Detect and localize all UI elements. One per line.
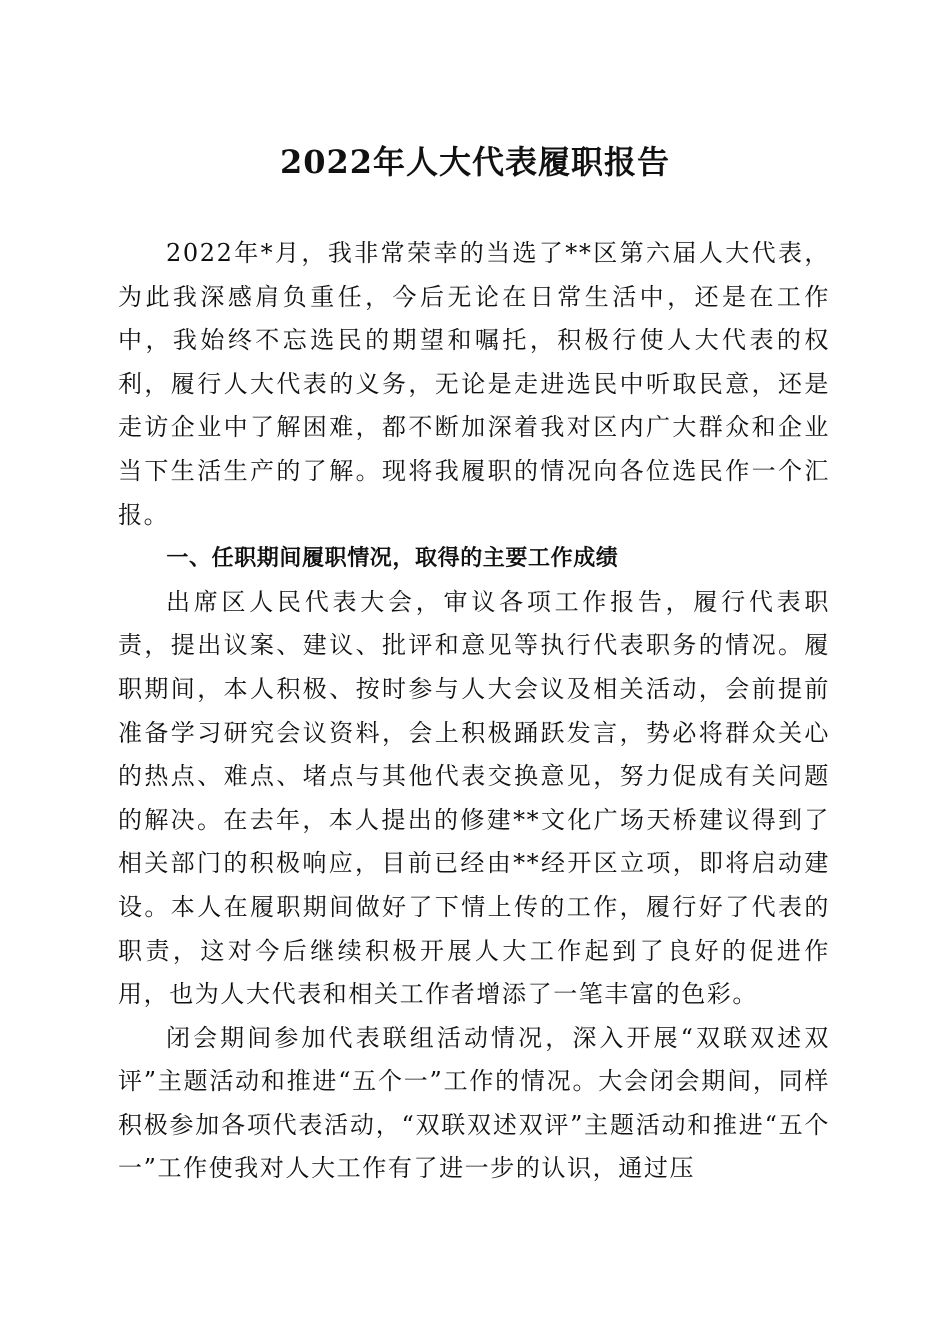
body-paragraph: 出席区人民代表大会，审议各项工作报告，履行代表职责，提出议案、建议、批评和意见等执行代表职务的情况。履职期间，本人积极、按时参与人大会议及相关活动，会前提前准备学习研究会议资料，会上积极踊跃发言，势必将群众关心的热点、难点、堵点与其他代表交换意见，努力促成有关问题的解决。在去年，本人提出的修建**文化广场天桥建议得到了相关部门的积极响应，目前已经由**经开区立项，即将启动建设。本人在履职期间做好了下情上传的工作，履行好了代表的职责，这对今后继续积极开展人大工作起到了良好的促进作用，也为人大代表和相关工作者增添了一笔丰富的色彩。 [118, 587, 830, 1009]
section-heading-1: 一、任职期间履职情况，取得的主要工作成绩 [166, 546, 619, 572]
body-paragraph: 闭会期间参加代表联组活动情况，深入开展“双联双述双评”主题活动和推进“五个一”工作的情况。大会闭会期间，同样积极参加各项代表活动，“双联双述双评”主题活动和推进“五个一”工作使我对人大工作有了进一步的认识，通过压 [118, 1023, 830, 1183]
document-body [118, 232, 830, 1191]
document-title: 2022年人大代表履职报告 [279, 143, 671, 181]
intro-paragraph: 2022年*月，我非常荣幸的当选了**区第六届人大代表，为此我深感肩负重任，今后无论在日常生活中，还是在工作中，我始终不忘选民的期望和嘱托，积极行使人大代表的权利，履行人大代表的义务，无论是走进选民中听取民意，还是走访企业中了解困难，都不断加深着我对区内广大群众和企业当下生活生产的了解。现将我履职的情况向各位选民作一个汇报。 [118, 239, 830, 529]
